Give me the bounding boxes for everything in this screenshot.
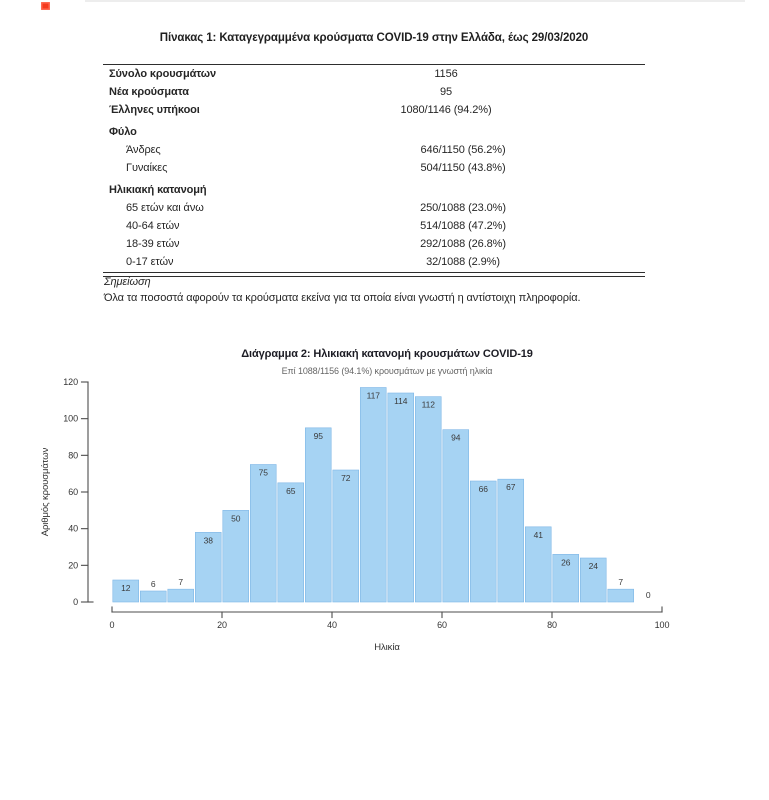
row-label: 0-17 ετών	[126, 256, 174, 268]
x-tick-label: 40	[327, 620, 337, 630]
row-value: 292/1088 (26.8%)	[420, 238, 506, 250]
row-label: Ηλικιακή κατανομή	[109, 184, 207, 196]
bar-value-label: 72	[341, 473, 351, 483]
histogram-bar	[415, 397, 441, 602]
histogram-bar	[168, 589, 194, 602]
table-row	[103, 123, 645, 141]
x-tick-label: 20	[217, 620, 227, 630]
histogram-bar	[250, 465, 276, 603]
bar-value-label: 112	[421, 399, 435, 410]
table-row	[103, 159, 645, 177]
table-row	[103, 101, 645, 119]
bar-value-label: 114	[394, 396, 408, 406]
row-value: 504/1150 (43.8%)	[420, 162, 506, 174]
table-row	[103, 199, 645, 217]
row-value: 32/1088 (2.9%)	[426, 256, 500, 268]
row-label: 40-64 ετών	[126, 220, 180, 232]
row-label: 18-39 ετών	[126, 238, 180, 250]
bar-value-label: 50	[231, 513, 241, 524]
bar-value-label: 38	[203, 535, 213, 546]
histogram-bar	[498, 479, 524, 602]
histogram-bar	[388, 393, 414, 602]
chart-title: Διάγραμμα 2: Ηλικιακή κατανομή κρουσμάτων COVID-19	[241, 348, 533, 360]
row-value: 1080/1146 (94.2%)	[400, 104, 492, 116]
y-tick-label: 80	[68, 450, 78, 461]
row-label: Φύλο	[109, 126, 137, 138]
table-title: Πίνακας 1: Καταγεγραμμένα κρούσματα COVID-19 στην Ελλάδα, έως 29/03/2020	[159, 32, 589, 44]
histogram-bar	[470, 481, 496, 602]
bar-value-label: 95	[313, 430, 323, 441]
y-tick-label: 100	[63, 413, 78, 424]
row-label: Σύνολο κρουσμάτων	[109, 68, 216, 80]
table-row	[103, 65, 645, 83]
histogram-bar	[223, 510, 249, 602]
note-text: Όλα τα ποσοστά αφορούν τα κρούσματα εκείνα για τα οποία είναι γνωστή η αντίστοιχη πληροφορία.	[104, 292, 581, 304]
histogram-bar	[360, 388, 386, 603]
row-label: 65 ετών και άνω	[126, 202, 204, 214]
x-tick-label: 60	[437, 620, 447, 630]
table-bottom-rule	[103, 272, 645, 277]
y-tick-label: 120	[63, 378, 78, 387]
bar-value-label: 7	[178, 577, 184, 588]
table-row	[103, 141, 645, 159]
bar-value-label: 24	[588, 561, 598, 571]
histogram-bar	[608, 589, 634, 602]
red-marker-icon	[41, 2, 50, 10]
histogram-bar	[140, 591, 166, 602]
x-tick-label: 100	[654, 620, 670, 630]
row-value: 1156	[434, 68, 458, 80]
bar-value-label: 67	[506, 482, 516, 493]
bar-value-label: 7	[618, 577, 624, 588]
histogram-bar	[305, 428, 331, 602]
bar-value-label: 41	[533, 529, 543, 540]
histogram-bar	[278, 483, 304, 602]
note-heading: Σημείωση	[104, 276, 151, 288]
histogram-bar	[443, 430, 469, 602]
bar-value-label: 12	[121, 583, 131, 593]
row-value: 95	[439, 86, 453, 98]
bar-value-label: 75	[258, 467, 268, 478]
row-label: Γυναίκες	[126, 162, 168, 174]
bar-value-label: 117	[366, 390, 380, 401]
row-label: Νέα κρούσματα	[109, 86, 189, 98]
y-tick-label: 0	[73, 597, 78, 607]
bar-value-label: 94	[451, 432, 461, 443]
bar-value-label: 65	[286, 485, 296, 496]
table-row	[103, 217, 645, 235]
histogram-bar	[333, 470, 359, 602]
page-top-divider	[85, 0, 745, 2]
row-value: 646/1150 (56.2%)	[420, 144, 506, 156]
chart-subtitle: Επί 1088/1156 (94.1%) κρουσμάτων με γνωστή ηλικία	[281, 366, 493, 376]
table-row	[103, 253, 645, 271]
age-histogram	[0, 378, 769, 678]
row-value: 250/1088 (23.0%)	[420, 202, 506, 214]
x-tick-label: 0	[109, 620, 115, 630]
row-value: 514/1088 (47.2%)	[420, 220, 506, 232]
bar-value-label: 26	[561, 557, 571, 568]
x-axis-title: Ηλικία	[374, 642, 400, 653]
table-row	[103, 181, 645, 199]
table-rows	[103, 65, 645, 271]
y-axis-title: Αριθμός κρουσμάτων	[40, 447, 51, 537]
bar-value-label: 6	[150, 579, 156, 589]
bar-value-label: 0	[645, 590, 651, 600]
table-row	[103, 83, 645, 101]
y-tick-label: 20	[68, 560, 78, 571]
x-tick-label: 80	[547, 620, 557, 630]
row-label: Άνδρες	[126, 144, 161, 156]
bar-value-label: 66	[478, 484, 488, 494]
y-tick-label: 40	[68, 523, 78, 534]
y-tick-label: 60	[68, 487, 78, 497]
cases-table	[103, 64, 645, 277]
table-row	[103, 235, 645, 253]
row-label: Έλληνες υπήκοοι	[109, 104, 200, 116]
